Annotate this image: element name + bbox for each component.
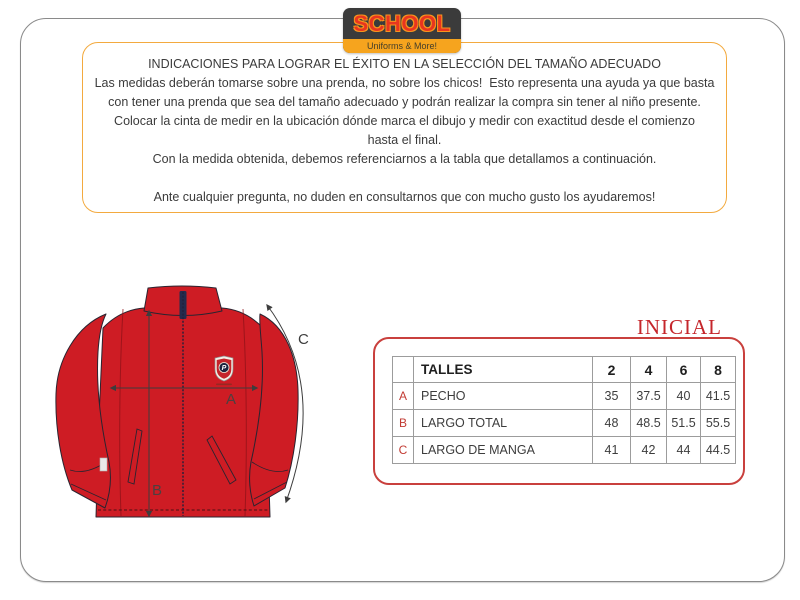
- school-logo: [343, 8, 461, 53]
- logo-title: SCHOOL: [353, 10, 451, 36]
- measure-value: 55.5: [701, 410, 736, 437]
- measure-label-a: A: [226, 391, 237, 408]
- measure-value: 48: [593, 410, 631, 437]
- measure-value: 44: [667, 437, 701, 464]
- measure-letter: A: [393, 383, 414, 410]
- measure-row: [393, 410, 736, 437]
- measure-label-b: B: [152, 482, 163, 499]
- measure-label: LARGO TOTAL: [414, 410, 593, 437]
- table-size-header: 8: [701, 357, 736, 383]
- size-table-body: [393, 383, 736, 464]
- measure-letter: C: [393, 437, 414, 464]
- measure-value: 35: [593, 383, 631, 410]
- instruction-line: Con la medida obtenida, debemos referenciarnos a la tabla que detallamos a continuación.: [152, 152, 657, 166]
- crest-caption: [216, 384, 232, 386]
- measure-label: LARGO DE MANGA: [414, 437, 593, 464]
- crest-letter: P: [221, 365, 227, 373]
- instruction-line: INDICACIONES PARA LOGRAR EL ÉXITO EN LA SELECCIÓN DEL TAMAÑO ADECUADO: [148, 57, 661, 71]
- side-tag: [100, 458, 107, 471]
- section-title: INICIAL: [636, 315, 722, 339]
- logo-subtitle: Uniforms & More!: [343, 39, 461, 53]
- instruction-line: Ante cualquier pregunta, no duden en consultarnos que con mucho gusto los ayudaremos!: [153, 190, 656, 204]
- measure-letter: B: [393, 410, 414, 437]
- table-header-row: [393, 357, 736, 383]
- measure-value: 41: [593, 437, 631, 464]
- measure-label: PECHO: [414, 383, 593, 410]
- jacket-diagram: [48, 268, 338, 528]
- instruction-line: Colocar la cinta de medir en la ubicación dónde marca el dibujo y medir con exactitud desde el comienzo: [114, 114, 695, 128]
- instruction-line: Las medidas deberán tomarse sobre una prenda, no sobre los chicos! Esto representa una ayuda ya que basta: [94, 76, 715, 90]
- size-table: [392, 356, 736, 464]
- measure-value: 48.5: [631, 410, 667, 437]
- measure-value: 41.5: [701, 383, 736, 410]
- measure-value: 40: [667, 383, 701, 410]
- instructions-lines: [83, 43, 726, 207]
- measure-value: 37.5: [631, 383, 667, 410]
- measure-value: 44.5: [701, 437, 736, 464]
- table-size-header: 4: [631, 357, 667, 383]
- table-size-header: 6: [667, 357, 701, 383]
- measure-label-c: C: [298, 331, 309, 348]
- measure-value: 51.5: [667, 410, 701, 437]
- instructions-box: [82, 42, 727, 213]
- instruction-line: hasta el final.: [367, 133, 442, 147]
- measure-value: 42: [631, 437, 667, 464]
- instruction-line: [83, 169, 726, 188]
- table-talles-header: TALLES: [414, 357, 593, 383]
- measure-row: [393, 437, 736, 464]
- instruction-line: con tener una prenda que sea del tamaño adecuado y podrán realizar la compra sin tener al niño presente.: [108, 95, 701, 109]
- table-size-header: 2: [593, 357, 631, 383]
- size-table-panel: [373, 337, 745, 485]
- table-corner-cell: [393, 357, 414, 383]
- measure-row: [393, 383, 736, 410]
